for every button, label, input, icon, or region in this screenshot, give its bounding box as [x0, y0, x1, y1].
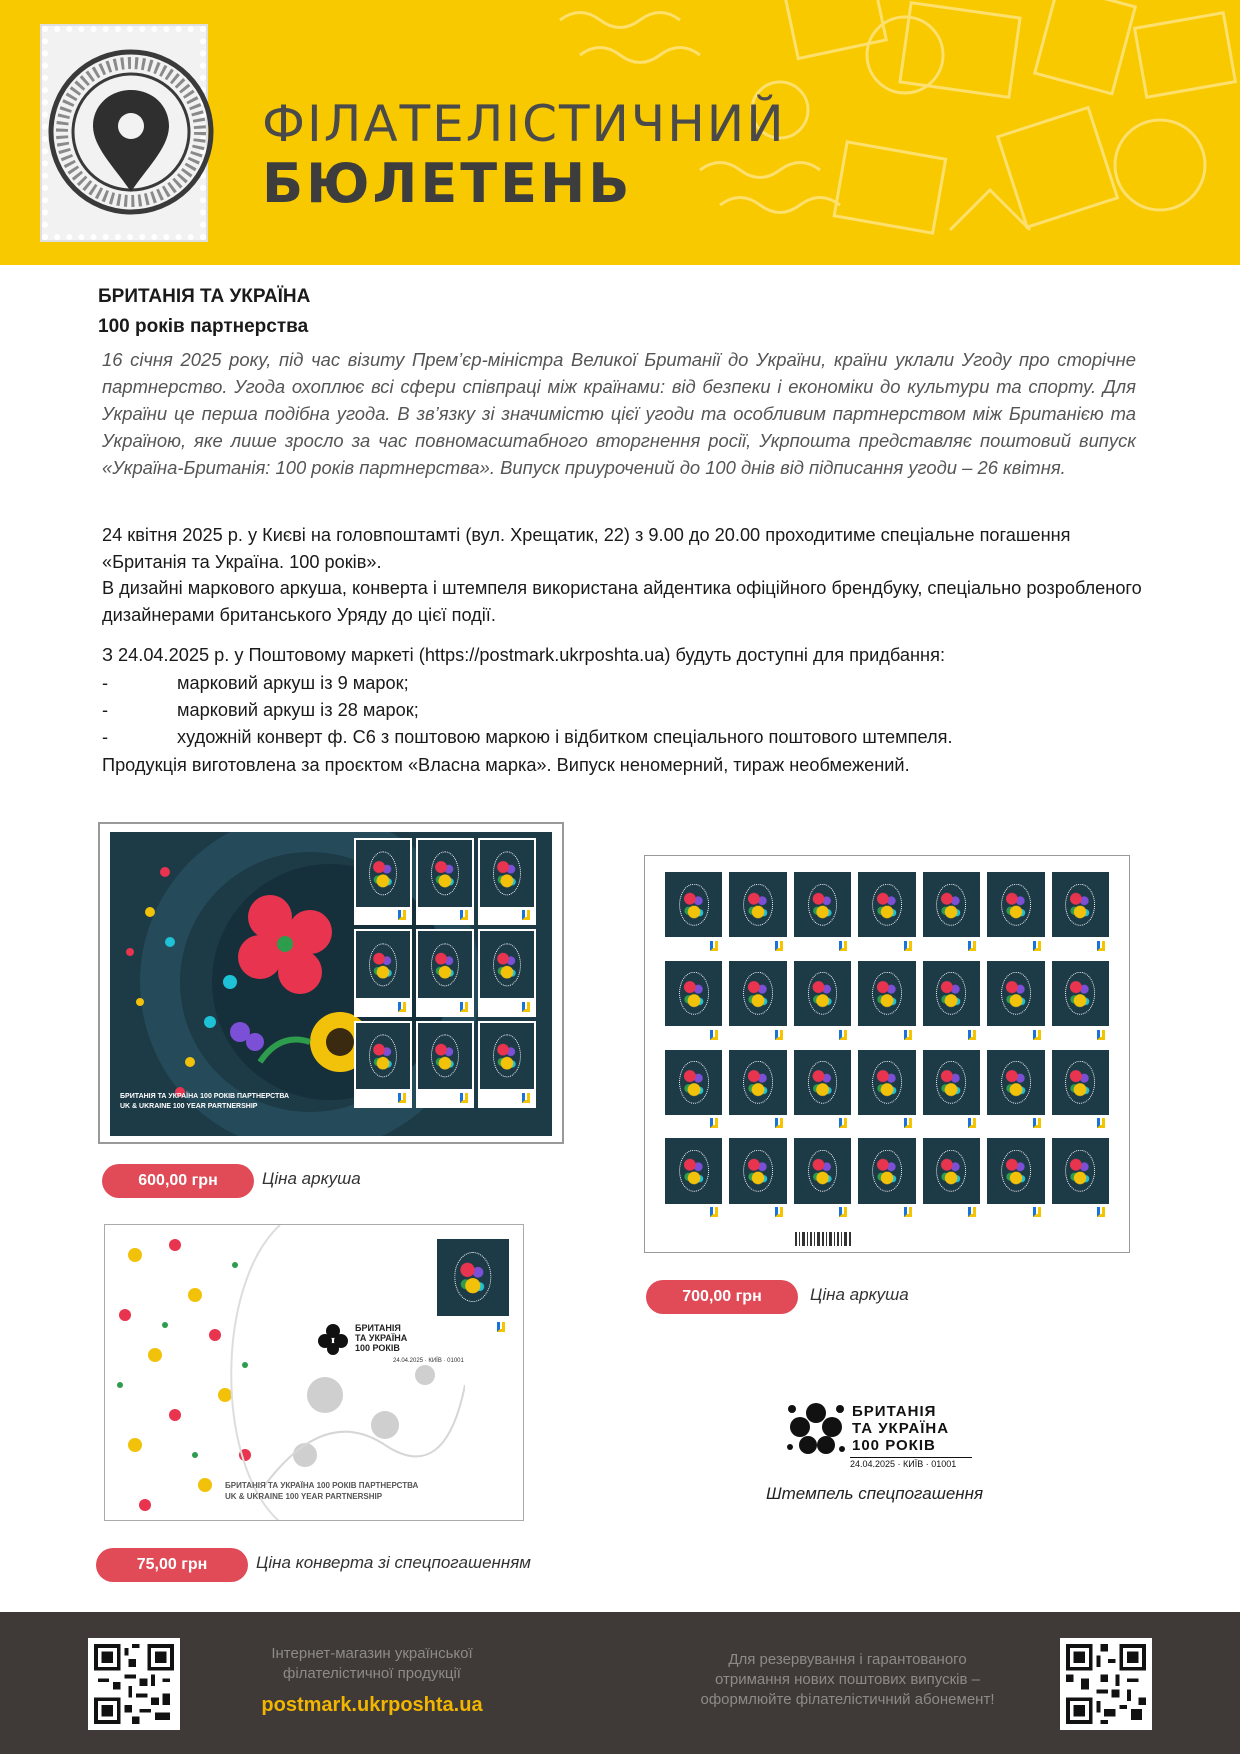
- stamp: [727, 1048, 788, 1134]
- cancellation-paragraph: 24 квітня 2025 р. у Києві на головпоштамті (вул. Хрещатик, 22) з 9.00 до 20.00 проходитиме спеціальне погашення «Британія та Україна. 100 років».: [102, 525, 1071, 572]
- footer-subscription-text: [670, 1650, 1025, 1710]
- qr-code-icon: [94, 1644, 174, 1724]
- stamp: [1050, 870, 1111, 956]
- list-item: - художній конверт ф. С6 з поштовою маркою і відбитком спеціального поштового штемпеля.: [102, 724, 1142, 751]
- envelope-cancel-date: 24.04.2025 · КИЇВ · 01001: [393, 1358, 464, 1364]
- article-title: [98, 282, 310, 342]
- brand-title-line1: ФІЛАТЕЛІСТИЧНИЙ: [262, 95, 786, 153]
- stamp: [354, 929, 412, 1016]
- sheet9-artwork: [110, 832, 552, 1136]
- header-banner: [0, 0, 1240, 265]
- postmark-date: 24.04.2025 · КИЇВ · 01001: [850, 1459, 957, 1469]
- sheet9-caption-line1: БРИТАНІЯ ТА УКРАЇНА 100 РОКІВ ПАРТНЕРСТВА: [120, 1093, 290, 1100]
- first-day-envelope: [104, 1224, 524, 1521]
- flower-postmark-icon: [784, 1397, 848, 1461]
- footer-right-line2: отримання нових поштових випусків –: [715, 1671, 980, 1688]
- stamp: [792, 1136, 853, 1222]
- stamp: [416, 1021, 474, 1108]
- stamp: [856, 959, 917, 1045]
- stamp: [1050, 959, 1111, 1045]
- stamp: [921, 1048, 982, 1134]
- price-label-sheet28: Ціна аркуша: [810, 1285, 909, 1304]
- stamp: [663, 1048, 724, 1134]
- stamp: [478, 929, 536, 1016]
- sheet9-caption-line2: UK & UKRAINE 100 YEAR PARTNERSHIP: [120, 1103, 258, 1110]
- stamp: [856, 1136, 917, 1222]
- stamp: [921, 870, 982, 956]
- footer-left-line2: філателістичної продукції: [283, 1665, 461, 1682]
- product-list: [102, 670, 1142, 751]
- envelope-cancel-text: [355, 1323, 407, 1353]
- design-paragraph: В дизайні маркового аркуша, конверта і штемпеля використана айдентика офіційного брендбуку, спеціально розробленого дизайнерами британського Уряду до цієї події.: [102, 578, 1142, 625]
- stamp-grid-9: [354, 838, 536, 1108]
- qr-code-icon: [1066, 1644, 1146, 1724]
- availability-paragraph: З 24.04.2025 р. у Поштовому маркеті (https://postmark.ukrposhta.ua) будуть доступні для придбання:: [102, 645, 945, 665]
- envelope-cancel-line1: БРИТАНІЯ: [355, 1323, 401, 1333]
- special-postmark: [784, 1393, 974, 1467]
- title-line1: БРИТАНІЯ ТА УКРАЇНА: [98, 286, 311, 307]
- postmark-text: [852, 1403, 949, 1454]
- stamp: [663, 959, 724, 1045]
- footer-shop-text: [236, 1644, 508, 1684]
- postmark-line1: БРИТАНІЯ: [852, 1403, 937, 1420]
- brand-title-line2: БЮЛЕТЕНЬ: [262, 152, 633, 215]
- postmark-label: Штемпель спецпогашення: [766, 1484, 984, 1503]
- stamp: [985, 870, 1046, 956]
- stamp: [1050, 1048, 1111, 1134]
- stamp: [1050, 1136, 1111, 1222]
- stamp-grid-28: [663, 870, 1111, 1222]
- qr-code-shop[interactable]: [88, 1638, 180, 1730]
- stamp: [921, 959, 982, 1045]
- envelope-stamp: [435, 1237, 511, 1337]
- stamp: [663, 870, 724, 956]
- stamp: [727, 1136, 788, 1222]
- stamp: [727, 959, 788, 1045]
- qr-code-subscription[interactable]: [1060, 1638, 1152, 1730]
- envelope-cancel-line3: 100 РОКІВ: [355, 1343, 400, 1353]
- stamp: [663, 1136, 724, 1222]
- stamp: [792, 1048, 853, 1134]
- flower-cancel-icon: [315, 1321, 351, 1357]
- envelope-floral-pattern: [105, 1225, 285, 1521]
- stamp: [985, 959, 1046, 1045]
- stamp: [985, 1048, 1046, 1134]
- ukrposhta-logo-stamp: [42, 26, 206, 240]
- postmark-line3: 100 РОКІВ: [852, 1437, 936, 1454]
- footer-shop-link[interactable]: postmark.ukrposhta.ua: [261, 1694, 483, 1716]
- stamp: [416, 929, 474, 1016]
- postmark-divider: [850, 1457, 972, 1458]
- stamp: [416, 838, 474, 925]
- stamp: [856, 870, 917, 956]
- stamp: [478, 838, 536, 925]
- price-badge-sheet28: 700,00 грн: [646, 1280, 798, 1314]
- envelope-cancel-line2: ТА УКРАЇНА: [355, 1333, 408, 1343]
- stamp: [727, 870, 788, 956]
- envelope-caption-line1: БРИТАНІЯ ТА УКРАЇНА 100 РОКІВ ПАРТНЕРСТВА: [225, 1481, 419, 1490]
- footer-right-line1: Для резервування і гарантованого: [728, 1651, 967, 1668]
- stamp: [478, 1021, 536, 1108]
- price-badge-envelope: 75,00 грн: [96, 1548, 248, 1582]
- price-label-sheet9: Ціна аркуша: [262, 1169, 361, 1188]
- postmark-line2: ТА УКРАЇНА: [852, 1420, 950, 1437]
- stamp-sheet-9: [98, 822, 564, 1144]
- price-label-envelope: Ціна конверта зі спецпогашенням: [256, 1553, 531, 1572]
- envelope-caption-line2: UK & UKRAINE 100 YEAR PARTNERSHIP: [225, 1492, 383, 1501]
- barcode-icon: [795, 1232, 855, 1246]
- stamp: [921, 1136, 982, 1222]
- sheet9-caption: [120, 1092, 289, 1112]
- price-badge-sheet9: 600,00 грн: [102, 1164, 254, 1198]
- stamp: [792, 959, 853, 1045]
- location-pin-icon: [46, 40, 216, 230]
- stamp: [985, 1136, 1046, 1222]
- production-paragraph: Продукція виготовлена за проєктом «Власна марка». Випуск неномерний, тираж необмежений.: [102, 755, 910, 775]
- envelope-caption: [225, 1480, 418, 1502]
- stamp: [354, 838, 412, 925]
- title-line2: 100 років партнерства: [98, 316, 309, 337]
- stamp: [792, 870, 853, 956]
- intro-paragraph: 16 січня 2025 року, під час візиту Прем’єр-міністра Великої Британії до України, країни уклали Угоду про сторічне партнерство. Угода охоплює всі сфери співпраці між країнами: від безпеки і економіки до культури та спорту. Для України це перша подібна угода. В зв’язку зі значимістю цієї угоди та особливим партнерством між Британією та Україною, яке лише зросло за час повномасштабного вторгнення росії, Укрпошта представляє поштовий випуск «Україна-Британія: 100 років партнерства». Випуск приурочений до 100 днів від підписання угоди – 26 квітня.: [102, 349, 1136, 478]
- list-item: - марковий аркуш із 9 марок;: [102, 670, 1142, 697]
- stamp: [856, 1048, 917, 1134]
- list-item: - марковий аркуш із 28 марок;: [102, 697, 1142, 724]
- footer: [0, 1612, 1240, 1754]
- stamp: [354, 1021, 412, 1108]
- footer-left-line1: Інтернет-магазин української: [271, 1645, 473, 1662]
- stamp-sheet-28: [644, 855, 1130, 1253]
- footer-right-line3: оформлюйте філателістичний абонемент!: [700, 1691, 995, 1708]
